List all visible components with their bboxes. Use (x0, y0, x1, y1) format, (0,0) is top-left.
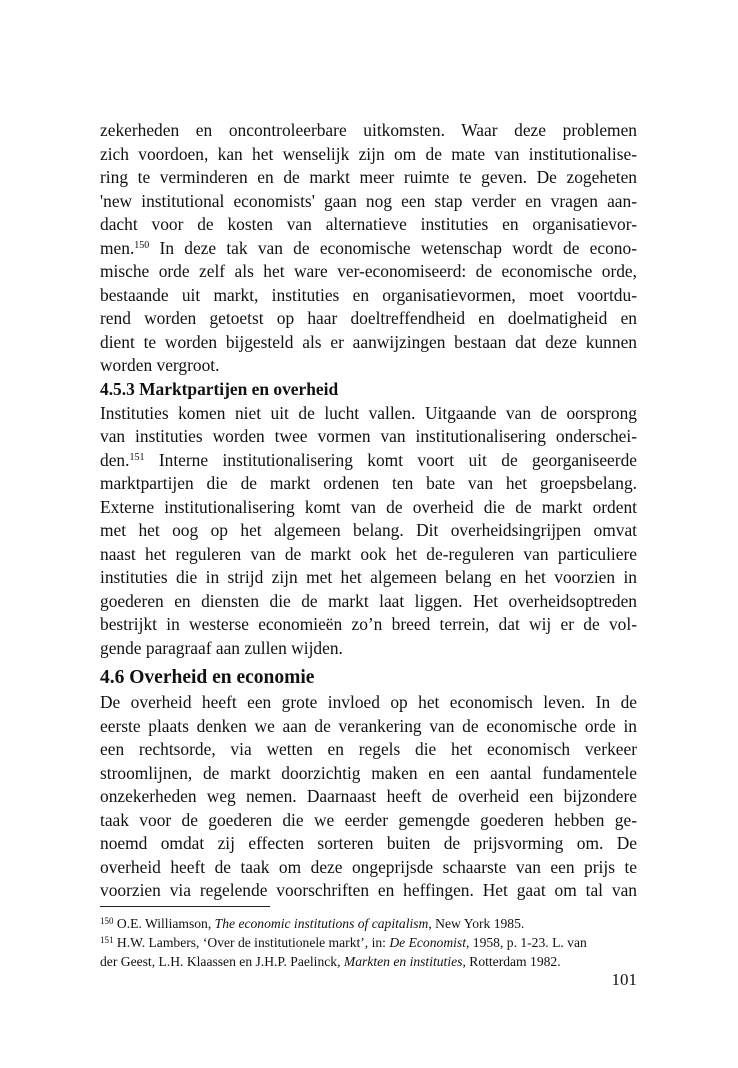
text-line: worden vergroot. (100, 355, 220, 375)
text-line: met het oog op het algemeen belang. Dit overheidsingrijpen omvat (100, 520, 637, 540)
text-line: onzekerheden weg nemen. Daarnaast heeft de overheid een bijzondere (100, 786, 637, 806)
text-line: 'new institutional economists' gaan nog een stap verder en vragen aan- (100, 190, 637, 211)
footnote-151-continued (100, 952, 637, 971)
footnote-ref-151[interactable]: 151 (129, 451, 145, 463)
text-line: overheid heeft de taak om deze ongeprijsde schaarste van een prijs te (100, 856, 637, 877)
text-run: , New York 1985. (428, 916, 525, 931)
book-title: Markten en instituties (343, 954, 463, 969)
text-line: voorzien via regelende voorschriften en heffingen. Het gaat om tal van (100, 880, 637, 900)
text-run: men. (100, 237, 135, 258)
text-run: , Rotterdam 1982. (462, 954, 561, 969)
footnote-number: 151 (100, 935, 114, 945)
text-line: noemd omdat zij effecten sorteren buiten de prijsvorming om. De (100, 833, 637, 853)
footnote-number: 150 (100, 916, 114, 926)
section-4-6 (100, 665, 637, 903)
text-line: bestrijkt in westerse economieën zo’n breed terrein, dat wij er de vol- (100, 614, 637, 634)
page-number: 101 (611, 970, 637, 989)
footnote-ref-150[interactable]: 150 (134, 239, 150, 251)
text-run: , 1958, p. 1-23. L. van (465, 935, 587, 950)
text-run: O.E. Williamson, (113, 916, 215, 931)
text-line: zich voordoen, kan het wenselijk zijn om de mate van institutionalise- (100, 143, 637, 164)
section-heading: 4.5.3 Marktpartijen en overheid (100, 379, 339, 399)
text-line: instituties die in strijd zijn met het algemeen belang en het voorzien in (100, 567, 637, 587)
text-line (100, 449, 637, 473)
text-run: Interne institutionalisering komt voort uit de georganiseerde (144, 449, 637, 470)
text-line: mische orde zelf als het ware ver-economiseerd: de economische orde, (100, 261, 637, 281)
text-run: der Geest, L.H. Klaassen en J.H.P. Paelinck, (100, 954, 344, 969)
text-line: taak voor de goederen die we eerder gemengde goederen hebben ge- (100, 809, 637, 830)
footnote-150 (100, 914, 637, 933)
paragraph-intro (100, 119, 637, 378)
footnotes (100, 914, 637, 971)
text-line: Instituties komen niet uit de lucht vallen. Uitgaande van de oorsprong (100, 402, 637, 423)
text-line: Externe institutionalisering komt van de overheid die de markt ordent (100, 496, 637, 517)
text-line: bestaande uit markt, instituties en organisatievormen, moet voortdu- (100, 284, 637, 305)
text-line: van instituties worden twee vormen van institutionalisering onderschei- (100, 426, 637, 446)
section-heading: 4.6 Overheid en economie (100, 667, 315, 688)
book-title: The economic institutions of capitalism (214, 916, 429, 931)
text-line: dacht voor de kosten van alternatieve instituties en organisatievor- (100, 214, 637, 234)
text-line: gende paragraaf aan zullen wijden. (100, 637, 343, 658)
footnote-divider (100, 906, 270, 907)
text-line: De overheid heeft een grote invloed op het economisch leven. In de (100, 692, 637, 712)
section-4-5-3 (100, 378, 637, 660)
text-line: dient te worden bijgesteld als er aanwijzingen bestaan dat deze kunnen (100, 331, 637, 352)
footnote-151 (100, 933, 637, 952)
text-line: eerste plaats denken we aan de verankering van de economische orde in (100, 715, 637, 736)
journal-title: De Economist (389, 935, 466, 950)
text-line (100, 237, 637, 261)
text-line: rend worden getoetst op haar doeltreffendheid en doelmatigheid en (100, 308, 637, 328)
text-run: In deze tak van de economische wetenschap wordt de econo- (149, 237, 637, 258)
text-line: een rechtsorde, via wetten en regels die het economisch verkeer (100, 739, 637, 759)
text-line: goederen en diensten die de markt laat liggen. Het overheidsoptreden (100, 590, 637, 611)
text-line: ring te verminderen en de markt meer ruimte te geven. De zogeheten (100, 167, 637, 187)
text-line: naast het reguleren van de markt ook het de-reguleren van particuliere (100, 543, 637, 564)
text-line: marktpartijen die de markt ordenen ten bate van het groepsbelang. (100, 473, 637, 493)
text-run: den. (100, 449, 130, 470)
text-run: H.W. Lambers, ‘Over de institutionele markt’, in: (113, 935, 390, 950)
text-line: zekerheden en oncontroleerbare uitkomsten. Waar deze problemen (100, 120, 637, 140)
text-line: stroomlijnen, de markt doorzichtig maken en een aantal fundamentele (100, 762, 637, 783)
